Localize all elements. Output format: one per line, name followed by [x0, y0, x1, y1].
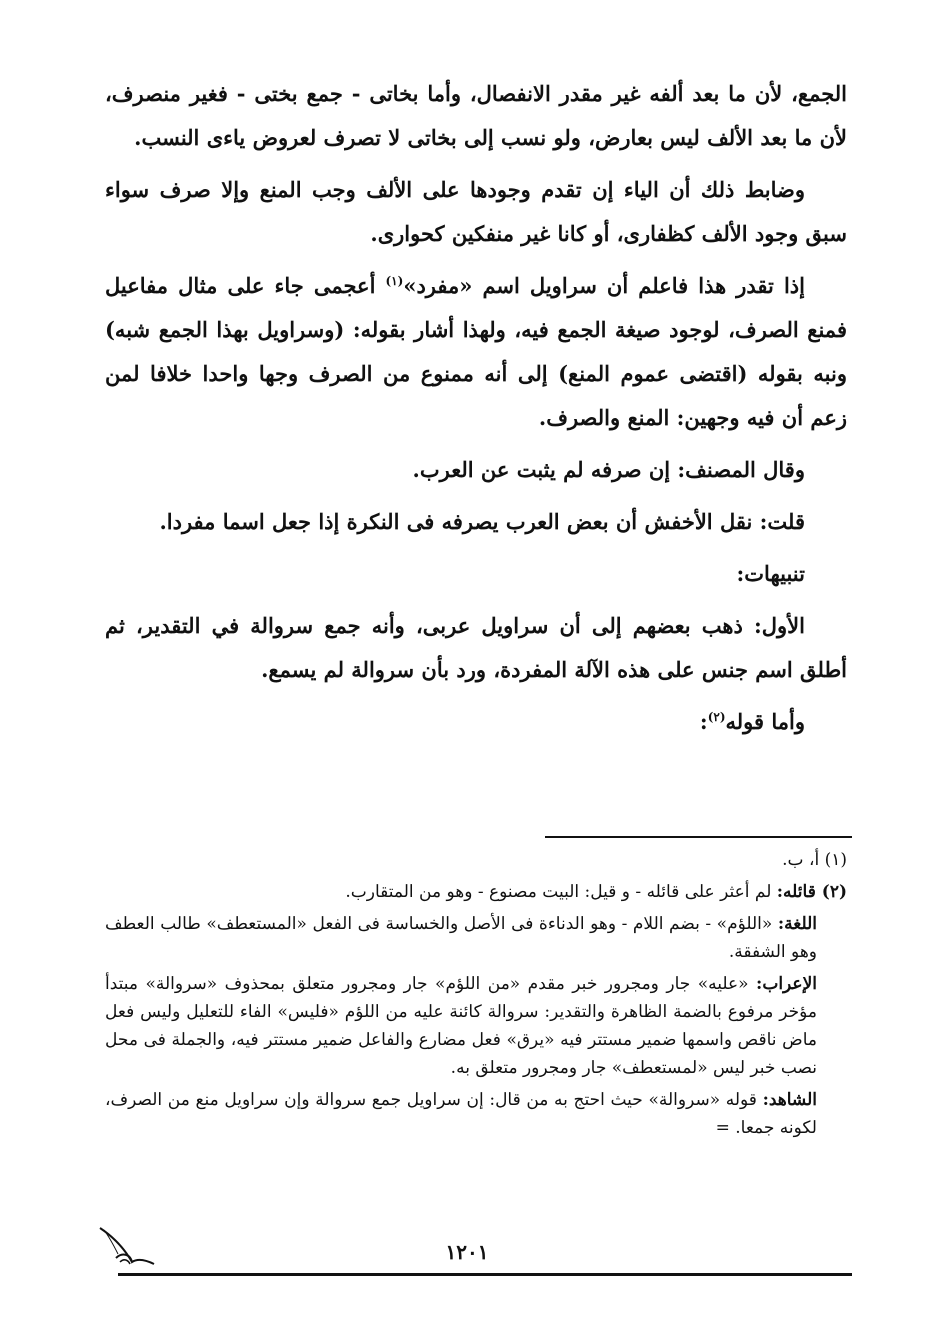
- page-number: ١٢٠١: [445, 1240, 489, 1264]
- section-heading: تنبيهات:: [736, 561, 805, 586]
- irab-text: «عليه» جار ومجرور خبر مقدم «من اللؤم» جار ومجرور متعلق بمحذوف «سروالة» مبتدأ مؤخر مرفوع بالضمة الظاهرة والتقدير: سروالة كائنة عليه من اللؤم «فليس» الفاء للتعليل وليس فعل ماض ناقص واسمها ضمير مستتر فيه «يرق» فعل مضارع والفاعل ضمير مستتر فيه، والجملة فى محل نصب خبر ليس «لمستعطف» جار ومجرور متعلق به.: [105, 974, 817, 1078]
- footnote-shahid: [105, 1086, 847, 1142]
- paragraph-3-end: أعجمى جاء على مثال مفاعيل فمنع الصرف، لوجود صيغة الجمع فيه، ولهذا أشار بقوله: (وسراويل بهذا الجمع شبه) ونبه بقوله (اقتضى عموم المنع) إلى أنه ممنوع من الصرف وجها واحدا خلافا لمن زعم أن فيه وجهين: المنع والصرف.: [105, 273, 847, 430]
- paragraph-1: الجمع، لأن ما بعد ألفه غير مقدر الانفصال، وأما بخاتى - جمع بختى - فغير منصرف، لأن ما بعد الألف ليس بعارض، ولو نسب إلى بخاتى لا تصرف لعروض ياءى النسب.: [105, 81, 847, 150]
- footnote-separator: [545, 836, 852, 838]
- footnote-ref-2: (٢): [707, 710, 726, 724]
- paragraph-5: قلت: نقل الأخفش أن بعض العرب يصرفه فى النكرة إذا جعل اسما مفردا.: [159, 509, 805, 534]
- footnotes: [105, 846, 847, 1146]
- paragraph-7-end: :: [699, 709, 708, 734]
- footnote-2: [105, 878, 847, 906]
- paragraph-7-start: وأما قوله: [725, 709, 805, 734]
- footnote-2-label: (٢) قائله:: [776, 882, 847, 902]
- footnote-2-text: لم أعثر على قائله - و قيل: البيت مصنوع - وهو من المتقارب.: [345, 882, 777, 902]
- irab-label: الإعراب:: [756, 974, 817, 994]
- footnote-lugha: [105, 910, 847, 966]
- paragraph-6: الأول: ذهب بعضهم إلى أن سراويل عربى، وأنه جمع سروالة في التقدير، ثم أطلق اسم جنس على هذه الآلة المفردة، ورد بأن سروالة لم يسمع.: [105, 613, 847, 682]
- footnote-1: (١) أ، ب.: [782, 850, 847, 870]
- bottom-rule: [118, 1273, 852, 1276]
- paragraph-2: وضابط ذلك أن الياء إن تقدم وجودها على الألف وجب المنع وإلا صرف سواء سبق وجود الألف كظفارى، أو كانا غير منفكين كحوارى.: [105, 177, 847, 246]
- paragraph-7: [105, 700, 847, 744]
- lugha-text: «اللؤم» - بضم اللام - وهو الدناءة فى الأصل والخساسة فى الفعل «المستعطف» طالب العطف وهو الشفقة.: [105, 914, 817, 962]
- shahid-text: قوله «سروالة» حيث احتج به من قال: إن سراويل جمع سروالة وإن سراويل منع من الصرف، لكونه جمعا.: [105, 1090, 817, 1138]
- footnote-irab: [105, 970, 847, 1082]
- lugha-label: اللغة:: [777, 914, 817, 934]
- shahid-label: الشاهد:: [762, 1090, 817, 1110]
- paragraph-3: [105, 264, 847, 440]
- paragraph-3-start: إذا تقدر هذا فاعلم أن سراويل اسم «مفرد»: [403, 273, 805, 298]
- main-text: [105, 72, 847, 752]
- continuation-mark: =: [715, 1118, 730, 1138]
- paragraph-4: وقال المصنف: إن صرفه لم يثبت عن العرب.: [412, 457, 805, 482]
- quill-ornament-icon: [98, 1218, 160, 1270]
- footnote-ref-1: (١): [385, 274, 404, 288]
